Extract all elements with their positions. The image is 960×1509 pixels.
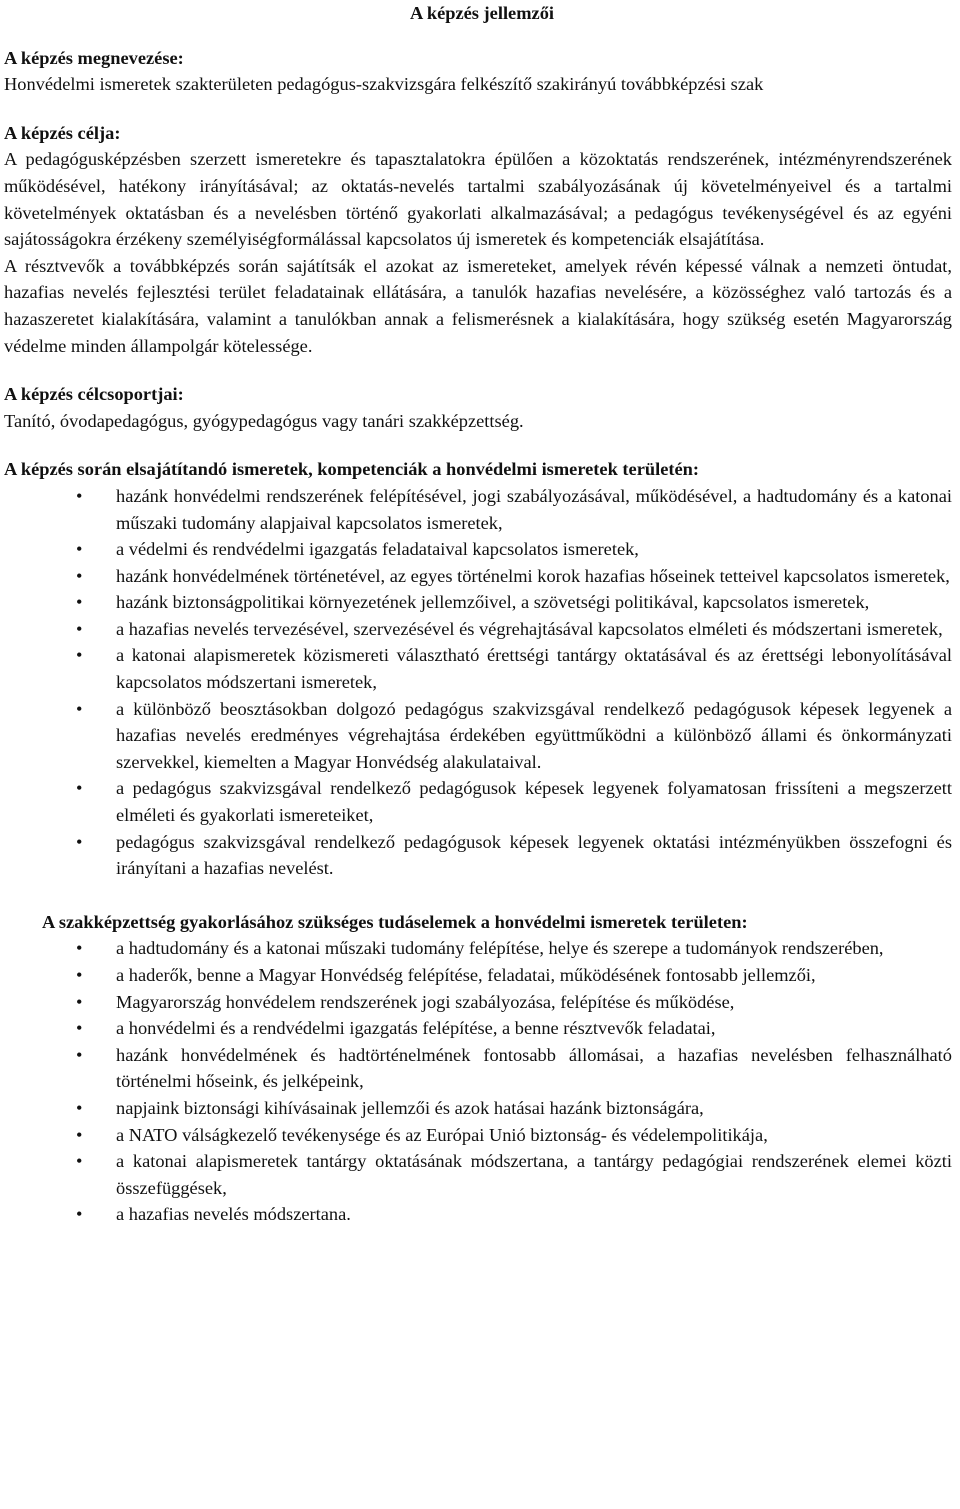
list-item xyxy=(4,642,952,695)
list-item-text: pedagógus szakvizsgával rendelkező pedagógusok képesek legyenek oktatási intézményükben összefogni és irányítani a hazafias nevelést. xyxy=(116,831,952,879)
bullet-icon: • xyxy=(76,698,83,719)
list-item-text: napjaink biztonsági kihívásainak jellemzői és azok hatásai hazánk biztonságára, xyxy=(116,1097,704,1118)
list-item xyxy=(4,775,952,828)
list-item xyxy=(4,962,952,989)
list-item-text: a hazafias nevelés tervezésével, szervezésével és végrehajtásával kapcsolatos elméleti és módszertani ismeretek, xyxy=(116,618,943,639)
spacer xyxy=(4,359,952,381)
bullet-icon: • xyxy=(76,965,83,985)
bullet-icon: • xyxy=(76,991,83,1012)
list-item xyxy=(4,696,952,776)
bullet-icon: • xyxy=(76,1018,83,1039)
list-item xyxy=(4,563,952,590)
list-item-text: hazánk honvédelmének történetével, az egyes történelmi korok hazafias hőseinek tetteivel kapcsolatos ismeretek, xyxy=(116,565,950,586)
list-item-text: hazánk honvédelmi rendszerének felépítésével, jogi szabályozásával, működésével, a hadtudomány és a katonai műszaki tudomány alapjaival kapcsolatos ismeretek, xyxy=(116,485,952,533)
section-heading-target: A képzés célcsoportjai: xyxy=(4,384,184,405)
bullet-icon: • xyxy=(76,565,83,586)
bullet-icon: • xyxy=(76,938,83,959)
goal-paragraph-2: A résztvevők a továbbképzés során sajátítsák el azokat az ismereteket, amelyek révén képessé válnak a nemzeti öntudat, hazafias nevelés fejlesztési terület feladatainak ellátására, a tanulók hazafias nevelésére, a közösséghez való tartozás és a hazaszeretet kialakítására, valamint a tanulókban annak a felismerésnek a kialakítására, hogy szükség esetén Magyarország védelme minden állampolgár kötelessége. xyxy=(4,255,952,356)
bullet-icon: • xyxy=(76,485,83,506)
list-item-text: a NATO válságkezelő tevékenysége és az Európai Unió biztonság- és védelempolitikája, xyxy=(116,1124,768,1145)
competencies-list xyxy=(4,483,952,882)
list-item-text: a pedagógus szakvizsgával rendelkező pedagógusok képesek legyenek folyamatosan frissíteni a megszerzett elméleti és gyakorlati ismereteiket, xyxy=(116,778,952,826)
target-text: Tanító, óvodapedagógus, gyógypedagógus vagy tanári szakképzettség. xyxy=(4,410,524,431)
program-name-text: Honvédelmi ismeretek szakterületen pedagógus-szakvizsgára felkészítő szakirányú továbbképzési szak xyxy=(4,74,764,95)
bullet-icon: • xyxy=(76,539,83,560)
section-knowledge xyxy=(4,909,952,1228)
list-item-text: a hadtudomány és a katonai műszaki tudomány felépítése, helye és szerepe a tudományok rendszerében, xyxy=(116,938,884,959)
page-title: A képzés jellemzői xyxy=(409,3,555,23)
bullet-icon: • xyxy=(76,1151,83,1172)
section-heading-goal: A képzés célja: xyxy=(4,122,121,143)
list-item-text: a katonai alapismeretek közismereti választható érettségi tantárgy oktatásával és az érettségi lebonyolításával kapcsolatos módszertani ismeretek, xyxy=(116,645,952,693)
section-heading-competencies: A képzés során elsajátítandó ismeretek, kompetenciák a honvédelmi ismeretek területén: xyxy=(4,459,700,480)
section-competencies xyxy=(4,456,952,882)
bullet-icon: • xyxy=(76,592,83,613)
list-item-text: a katonai alapismeretek tantárgy oktatásának módszertana, a tantárgy pedagógiai rendszerének elemei közti összefüggések, xyxy=(116,1151,952,1198)
knowledge-list xyxy=(4,935,952,1228)
list-item xyxy=(4,616,952,643)
bullet-icon: • xyxy=(76,645,83,666)
list-item xyxy=(4,1015,952,1042)
list-item-text: Magyarország honvédelem rendszerének jogi szabályozása, felépítése és működése, xyxy=(116,991,735,1012)
bullet-icon: • xyxy=(76,778,83,799)
list-item xyxy=(4,483,952,536)
list-item xyxy=(4,935,952,962)
bullet-icon: • xyxy=(76,1124,83,1145)
list-item xyxy=(4,589,952,616)
list-item xyxy=(4,1042,952,1095)
list-item xyxy=(4,1095,952,1122)
section-target xyxy=(4,381,952,434)
goal-paragraph-1: A pedagógusképzésben szerzett ismeretekre és tapasztalatokra épülően a közoktatás rendszerének, intézményrendszerének működésével, hatékony irányításával; az oktatás-nevelés tartalmi szabályozásának új követelményeivel és a tartalmi követelmények oktatásban és a nevelésben történő gyakorlati alkalmazásával; a pedagógus tevékenységével és az egyéni sajátosságokra érzékeny személyiségformálással kapcsolatos új ismeretek és kompetenciák elsajátítása. xyxy=(4,149,952,250)
bullet-icon: • xyxy=(76,1204,83,1225)
spacer xyxy=(4,27,952,45)
section-name xyxy=(4,45,952,98)
list-item-text: hazánk honvédelmének és hadtörténelmének fontosabb állomásai, a hazafias nevelésben felhasználható történelmi hőseink, és jelképeink, xyxy=(116,1044,952,1092)
spacer xyxy=(4,98,952,120)
list-item-text: a honvédelmi és a rendvédelmi igazgatás felépítése, a benne résztvevők feladatai, xyxy=(116,1018,716,1039)
list-item xyxy=(4,1122,952,1149)
bullet-icon: • xyxy=(76,618,83,639)
list-item-text: a hazafias nevelés módszertana. xyxy=(116,1204,351,1225)
list-item-text: hazánk biztonságpolitikai környezetének jellemzőivel, a szövetségi politikával, kapcsolatos ismeretek, xyxy=(116,592,870,613)
spacer xyxy=(4,434,952,456)
section-goal xyxy=(4,120,952,359)
list-item xyxy=(4,1201,952,1228)
section-heading-name: A képzés megnevezése: xyxy=(4,47,184,68)
bullet-icon: • xyxy=(76,831,83,852)
spacer xyxy=(4,882,952,909)
list-item xyxy=(4,989,952,1016)
list-item xyxy=(4,829,952,882)
bullet-icon: • xyxy=(76,1097,83,1118)
list-item-text: a haderők, benne a Magyar Honvédség felépítése, feladatai, működésének fontosabb jellemzői, xyxy=(116,965,816,985)
bullet-icon: • xyxy=(76,1044,83,1065)
list-item xyxy=(4,536,952,563)
section-heading-knowledge: A szakképzettség gyakorlásához szükséges tudáselemek a honvédelmi ismeretek területen: xyxy=(42,911,748,932)
list-item-text: a különböző beosztásokban dolgozó pedagógus szakvizsgával rendelkező pedagógusok képesek legyenek a hazafias nevelés eredményes végrehajtása érdekében együttműködni a különböző állami és önkormányzati szervekkel, kiemelten a Magyar Honvédség alakulataival. xyxy=(116,698,952,772)
list-item xyxy=(4,1148,952,1201)
list-item-text: a védelmi és rendvédelmi igazgatás feladataival kapcsolatos ismeretek, xyxy=(116,539,639,560)
